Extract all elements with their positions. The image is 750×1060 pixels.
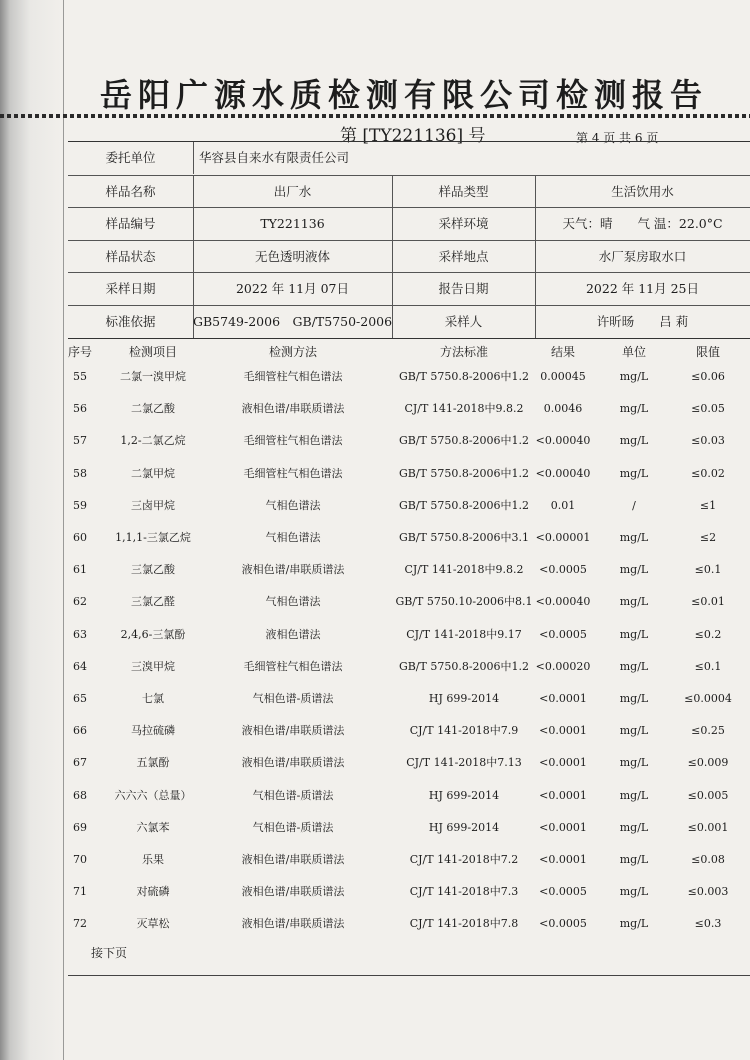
col-header-result: 结果 <box>550 345 575 359</box>
test-item: 二氯一溴甲烷 <box>120 370 186 383</box>
result-value: <0.0001 <box>539 820 587 834</box>
test-method: 液相色谱/串联质谱法 <box>241 563 345 577</box>
result-value: 0.00045 <box>540 370 586 383</box>
page-binding-shadow <box>0 0 66 1060</box>
col-header-standard: 方法标准 <box>439 345 488 359</box>
method-standard: CJ/T 141-2018中9.8.2 <box>404 402 524 416</box>
table-row <box>68 393 750 425</box>
test-method: 气相色谱-质谱法 <box>252 820 334 834</box>
test-method: 毛细管柱气相色谱法 <box>243 434 343 448</box>
info-value: 许昕旸 吕 莉 <box>596 313 689 329</box>
limit-value: ≤0.1 <box>694 659 722 673</box>
unit: mg/L <box>619 531 649 544</box>
info-row <box>68 142 750 174</box>
unit: mg/L <box>619 788 649 802</box>
row-number: 65 <box>73 692 87 705</box>
test-method: 毛细管柱气相色谱法 <box>243 659 343 673</box>
table-row <box>68 619 750 651</box>
info-value: GB5749-2006 GB/T5750-2006 <box>193 313 392 329</box>
limit-value: ≤0.2 <box>694 627 722 641</box>
info-label: 采样地点 <box>438 248 489 264</box>
test-method: 液相色谱/串联质谱法 <box>241 885 345 899</box>
test-method: 液相色谱/串联质谱法 <box>241 402 345 416</box>
unit: mg/L <box>619 466 649 480</box>
unit: mg/L <box>619 434 649 448</box>
row-number: 55 <box>73 370 87 383</box>
result-value: <0.00001 <box>535 531 591 544</box>
test-method: 液相色谱法 <box>265 627 321 641</box>
test-item: 三卤甲烷 <box>131 498 175 512</box>
test-item: 六六六（总量） <box>114 788 192 802</box>
method-standard: CJ/T 141-2018中7.2 <box>409 853 519 866</box>
info-label: 样品名称 <box>105 183 156 199</box>
method-standard: GB/T 5750.8-2006中3.1 <box>398 531 530 544</box>
test-method: 液相色谱/串联质谱法 <box>241 756 345 770</box>
bottom-divider <box>68 975 750 976</box>
test-method: 气相色谱法 <box>265 498 321 512</box>
limit-value: ≤0.06 <box>691 370 725 383</box>
limit-value: ≤0.0004 <box>684 692 732 705</box>
method-standard: HJ 699-2014 <box>428 692 500 705</box>
row-number: 67 <box>73 756 87 770</box>
test-item: 1,2-二氯乙烷 <box>120 434 186 448</box>
limit-value: ≤0.02 <box>691 466 725 480</box>
row-number: 63 <box>73 627 87 641</box>
col-header-method: 检测方法 <box>268 345 317 359</box>
limit-value: ≤0.003 <box>687 885 729 899</box>
result-value: <0.0005 <box>539 917 587 931</box>
limit-value: ≤1 <box>699 498 717 512</box>
method-standard: CJ/T 141-2018中7.3 <box>409 885 519 899</box>
table-row <box>68 522 750 554</box>
table-row <box>68 812 750 844</box>
test-method: 液相色谱/串联质谱法 <box>241 853 345 866</box>
result-value: <0.00040 <box>535 466 591 480</box>
info-label: 采样环境 <box>438 216 489 231</box>
row-number: 60 <box>73 531 87 544</box>
method-standard: CJ/T 141-2018中7.13 <box>406 756 522 770</box>
method-standard: CJ/T 141-2018中9.17 <box>406 627 522 641</box>
row-number: 58 <box>73 466 87 480</box>
row-number: 66 <box>73 724 87 738</box>
test-method: 液相色谱/串联质谱法 <box>241 917 345 931</box>
test-item: 六氯苯 <box>136 820 170 834</box>
page-info: 第 4 页 共 6 页 <box>576 131 659 145</box>
test-item: 三氯乙醛 <box>131 595 175 609</box>
limit-value: ≤2 <box>699 531 717 544</box>
method-standard: GB/T 5750.8-2006中1.2 <box>398 370 530 383</box>
table-row <box>68 490 750 522</box>
table-row <box>68 361 750 393</box>
report-title: 岳阳广源水质检测有限公司检测报告 <box>100 76 709 114</box>
test-item: 二氯甲烷 <box>131 466 175 480</box>
limit-value: ≤0.25 <box>691 724 725 738</box>
unit: mg/L <box>619 756 649 770</box>
unit: mg/L <box>619 820 649 834</box>
test-item: 五氯酚 <box>136 756 170 770</box>
method-standard: CJ/T 141-2018中7.8 <box>409 917 519 931</box>
info-row <box>68 240 750 273</box>
method-standard: CJ/T 141-2018中9.8.2 <box>404 563 524 577</box>
test-method: 毛细管柱气相色谱法 <box>243 466 343 480</box>
result-value: <0.0005 <box>539 627 587 641</box>
report-number: 第 [TY221136] 号 <box>340 126 486 146</box>
info-row <box>68 175 750 208</box>
unit: mg/L <box>619 370 649 383</box>
row-number: 72 <box>73 917 87 931</box>
info-value: 水厂泵房取水口 <box>598 248 687 264</box>
method-standard: GB/T 5750.8-2006中1.2 <box>398 659 530 673</box>
col-header-no: 序号 <box>67 345 92 359</box>
result-value: <0.00040 <box>535 434 591 448</box>
info-value: 出厂水 <box>273 183 312 199</box>
info-label: 标准依据 <box>105 313 156 329</box>
info-value: 2022 年 11月 07日 <box>235 281 350 296</box>
test-item: 马拉硫磷 <box>131 724 175 738</box>
test-item: 三溴甲烷 <box>131 659 175 673</box>
row-number: 62 <box>73 595 87 609</box>
unit: mg/L <box>619 563 649 577</box>
row-number: 69 <box>73 820 87 834</box>
limit-value: ≤0.01 <box>691 595 725 609</box>
info-label: 委托单位 <box>105 150 156 165</box>
limit-value: ≤0.08 <box>691 853 725 866</box>
result-value: <0.0005 <box>539 563 587 577</box>
test-item: 对硫磷 <box>136 885 170 899</box>
table-row <box>68 586 750 618</box>
test-item: 灭草松 <box>136 917 170 931</box>
table-row <box>68 458 750 490</box>
unit: mg/L <box>619 595 649 609</box>
continue-next-page: 接下页 <box>91 946 128 960</box>
row-number: 61 <box>73 563 87 577</box>
test-item: 1,1,1-三氯乙烷 <box>115 531 191 544</box>
info-value: 无色透明液体 <box>254 248 330 264</box>
info-row <box>68 272 750 305</box>
info-value: 华容县自来水有限责任公司 <box>199 150 350 165</box>
unit: mg/L <box>619 885 649 899</box>
result-value: <0.00020 <box>535 659 591 673</box>
info-value: 2022 年 11月 25日 <box>585 281 700 296</box>
info-label: 采样日期 <box>105 281 156 296</box>
unit: mg/L <box>619 692 649 705</box>
result-value: <0.0001 <box>539 692 587 705</box>
row-number: 64 <box>73 659 87 673</box>
method-standard: GB/T 5750.8-2006中1.2 <box>398 434 530 448</box>
info-value: 生活饮用水 <box>611 183 674 199</box>
method-standard: HJ 699-2014 <box>428 788 500 802</box>
col-header-unit: 单位 <box>621 345 646 359</box>
result-value: <0.0001 <box>539 788 587 802</box>
test-method: 毛细管柱气相色谱法 <box>243 370 343 383</box>
unit: / <box>632 498 636 512</box>
test-method: 气相色谱-质谱法 <box>252 788 334 802</box>
row-number: 68 <box>73 788 87 802</box>
limit-value: ≤0.001 <box>687 820 729 834</box>
info-label: 样品类型 <box>438 183 489 199</box>
test-item: 2,4,6-三氯酚 <box>120 627 186 641</box>
sample-info-table <box>68 141 750 339</box>
table-row <box>68 747 750 779</box>
limit-value: ≤0.03 <box>691 434 725 448</box>
table-row <box>68 844 750 876</box>
test-method: 液相色谱/串联质谱法 <box>241 724 345 738</box>
test-item: 二氯乙酸 <box>131 402 175 416</box>
test-item: 七氯 <box>142 692 164 705</box>
info-label: 样品编号 <box>105 216 156 231</box>
test-method: 气相色谱-质谱法 <box>252 692 334 705</box>
limit-value: ≤0.05 <box>691 402 725 416</box>
limit-value: ≤0.005 <box>687 788 729 802</box>
test-method: 气相色谱法 <box>265 595 321 609</box>
unit: mg/L <box>619 853 649 866</box>
info-row <box>68 305 750 338</box>
result-value: <0.0001 <box>539 853 587 866</box>
unit: mg/L <box>619 724 649 738</box>
table-row <box>68 683 750 715</box>
method-standard: GB/T 5750.8-2006中1.2 <box>398 498 530 512</box>
test-method: 气相色谱法 <box>265 531 321 544</box>
info-label: 采样人 <box>444 313 483 329</box>
method-standard: GB/T 5750.10-2006中8.1 <box>395 595 533 609</box>
info-row <box>68 207 750 240</box>
table-row <box>68 554 750 586</box>
table-row <box>68 425 750 457</box>
row-number: 59 <box>73 498 87 512</box>
test-item: 三氯乙酸 <box>131 563 175 577</box>
result-value: 0.01 <box>550 498 576 512</box>
result-value: 0.0046 <box>543 402 583 416</box>
unit: mg/L <box>619 917 649 931</box>
result-value: <0.0005 <box>539 885 587 899</box>
method-standard: CJ/T 141-2018中7.9 <box>409 724 519 738</box>
table-row <box>68 651 750 683</box>
method-standard: GB/T 5750.8-2006中1.2 <box>398 466 530 480</box>
col-header-item: 检测项目 <box>128 345 177 359</box>
info-label: 样品状态 <box>105 248 156 264</box>
table-row <box>68 876 750 908</box>
table-row <box>68 780 750 812</box>
row-number: 71 <box>73 885 87 899</box>
result-value: <0.00040 <box>535 595 591 609</box>
dotted-divider <box>0 114 750 118</box>
result-value: <0.0001 <box>539 756 587 770</box>
row-number: 70 <box>73 853 87 866</box>
info-label: 报告日期 <box>438 281 489 296</box>
limit-value: ≤0.3 <box>694 917 722 931</box>
method-standard: HJ 699-2014 <box>428 820 500 834</box>
row-number: 56 <box>73 402 87 416</box>
result-value: <0.0001 <box>539 724 587 738</box>
table-row <box>68 908 750 940</box>
row-number: 57 <box>73 434 87 448</box>
info-value: 天气：晴 气 温：22.0°C <box>562 216 723 231</box>
test-item: 乐果 <box>142 853 164 866</box>
info-value: TY221136 <box>260 216 325 231</box>
unit: mg/L <box>619 659 649 673</box>
limit-value: ≤0.1 <box>694 563 722 577</box>
limit-value: ≤0.009 <box>687 756 729 770</box>
unit: mg/L <box>619 402 649 416</box>
table-row <box>68 715 750 747</box>
unit: mg/L <box>619 627 649 641</box>
col-header-limit: 限值 <box>695 345 720 359</box>
